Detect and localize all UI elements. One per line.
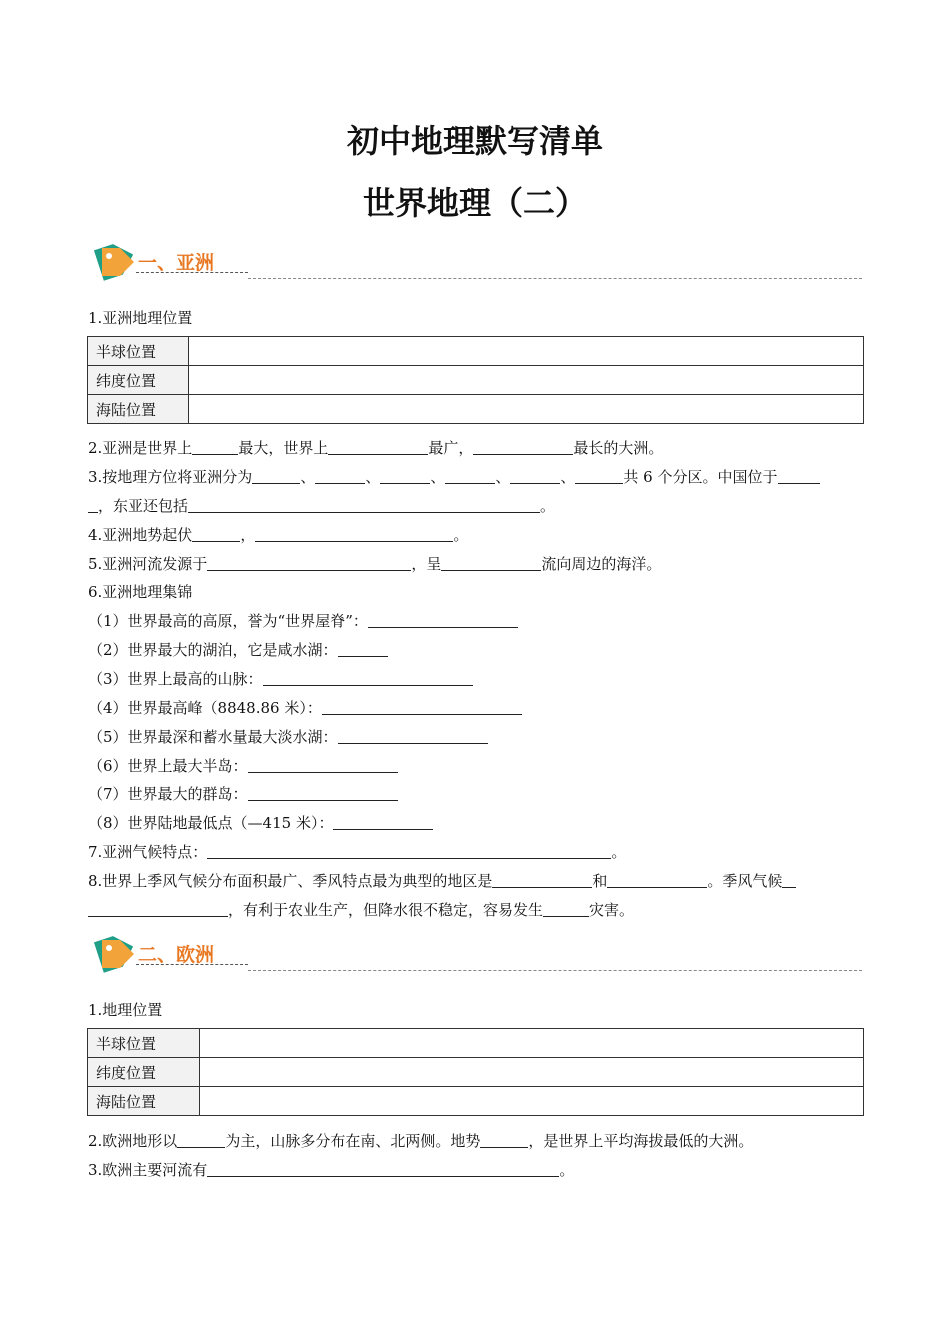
answer-blank[interactable] [192, 439, 238, 455]
table-row [88, 366, 864, 395]
europe-q2: 2.欧洲地形以 为主，山脉多分布在南、北两侧。地势 ，是世界上平均海拔最低的大洲。 [88, 1132, 754, 1150]
asia-location-table [87, 336, 864, 424]
answer-blank[interactable] [607, 872, 707, 888]
answer-blank[interactable] [188, 497, 540, 513]
list-item: （3）世界上最高的山脉： [88, 669, 473, 689]
answer-blank[interactable] [207, 555, 411, 571]
table-label: 纬度位置 [88, 1058, 200, 1087]
answer-blank[interactable] [333, 814, 433, 830]
answer-blank[interactable] [177, 1132, 225, 1148]
answer-cell[interactable] [200, 1029, 864, 1058]
page-title: 初中地理默写清单 [346, 122, 603, 160]
answer-blank[interactable] [575, 468, 623, 484]
table-label: 半球位置 [88, 337, 189, 366]
answer-cell[interactable] [200, 1087, 864, 1116]
list-item: （4）世界最高峰（8848.86 米）： [88, 698, 522, 718]
asia-q3: 3.按地理方位将亚洲分为 、 、 、 、 、 共 6 个分区。中国位于 [88, 467, 820, 487]
table-row [88, 1029, 864, 1058]
answer-cell[interactable] [189, 337, 864, 366]
asia-q3-cont: ，东亚还包括 。 [88, 496, 555, 516]
answer-cell[interactable] [200, 1058, 864, 1087]
answer-blank[interactable] [248, 757, 398, 773]
answer-blank[interactable] [207, 1161, 559, 1177]
answer-blank[interactable] [380, 468, 430, 484]
answer-blank[interactable] [322, 699, 522, 715]
tag-icon [92, 930, 138, 974]
asia-q8-cont: ，有利于农业生产，但降水很不稳定，容易发生 灾害。 [88, 900, 634, 920]
table-row [88, 1087, 864, 1116]
asia-q7: 7.亚洲气候特点： 。 [88, 843, 627, 861]
list-item: （6）世界上最大半岛： [88, 756, 398, 776]
asia-q2: 2.亚洲是世界上 最大，世界上 最广， 最长的大洲。 [88, 439, 664, 457]
table-label: 纬度位置 [88, 366, 189, 395]
table-row [88, 1058, 864, 1087]
list-item: （8）世界陆地最低点（—415 米）： [88, 813, 433, 833]
table-row [88, 337, 864, 366]
asia-q5: 5.亚洲河流发源于 ，呈 流向周边的海洋。 [88, 555, 662, 573]
asia-q6: 6.亚洲地理集锦 [88, 583, 193, 601]
answer-blank[interactable] [368, 612, 518, 628]
answer-blank[interactable] [248, 785, 398, 801]
europe-location-table [87, 1028, 864, 1116]
answer-blank[interactable] [328, 439, 428, 455]
table-label: 海陆位置 [88, 395, 189, 424]
asia-q4: 4.亚洲地势起伏 ， 。 [88, 526, 469, 544]
answer-cell[interactable] [189, 366, 864, 395]
table-label: 半球位置 [88, 1029, 200, 1058]
europe-q3: 3.欧洲主要河流有 。 [88, 1161, 575, 1179]
answer-blank[interactable] [338, 641, 388, 657]
asia-q1-label: 1.亚洲地理位置 [88, 309, 193, 327]
europe-q1-label: 1.地理位置 [88, 1001, 163, 1019]
answer-blank[interactable] [88, 901, 228, 917]
answer-blank[interactable] [441, 555, 541, 571]
answer-blank[interactable] [778, 468, 820, 484]
answer-blank[interactable] [88, 497, 98, 513]
section-title-europe: 二、欧洲 [138, 944, 215, 966]
list-item: （2）世界最大的湖泊，它是咸水湖： [88, 640, 388, 660]
page-subtitle: 世界地理（二） [362, 184, 587, 222]
answer-blank[interactable] [263, 670, 473, 686]
answer-cell[interactable] [189, 395, 864, 424]
answer-blank[interactable] [445, 468, 495, 484]
answer-blank[interactable] [782, 872, 796, 888]
asia-q8: 8.世界上季风气候分布面积最广、季风特点最为典型的地区是 和 。季风气候 [88, 871, 796, 891]
answer-blank[interactable] [192, 526, 240, 542]
answer-blank[interactable] [255, 526, 453, 542]
answer-blank[interactable] [480, 1132, 528, 1148]
answer-blank[interactable] [315, 468, 365, 484]
answer-blank[interactable] [510, 468, 560, 484]
section-header-europe [90, 930, 862, 976]
section-header-asia [90, 238, 862, 284]
answer-blank[interactable] [492, 872, 592, 888]
answer-blank[interactable] [252, 468, 300, 484]
list-item: （1）世界最高的高原，誉为“世界屋脊”： [88, 611, 518, 631]
list-item: （5）世界最深和蓄水量最大淡水湖： [88, 727, 488, 747]
tag-icon [92, 238, 138, 282]
answer-blank[interactable] [338, 728, 488, 744]
answer-blank[interactable] [543, 901, 589, 917]
section-title-asia: 一、亚洲 [138, 252, 215, 274]
answer-blank[interactable] [473, 439, 573, 455]
list-item: （7）世界最大的群岛： [88, 784, 398, 804]
answer-blank[interactable] [207, 843, 611, 859]
table-row [88, 395, 864, 424]
table-label: 海陆位置 [88, 1087, 200, 1116]
